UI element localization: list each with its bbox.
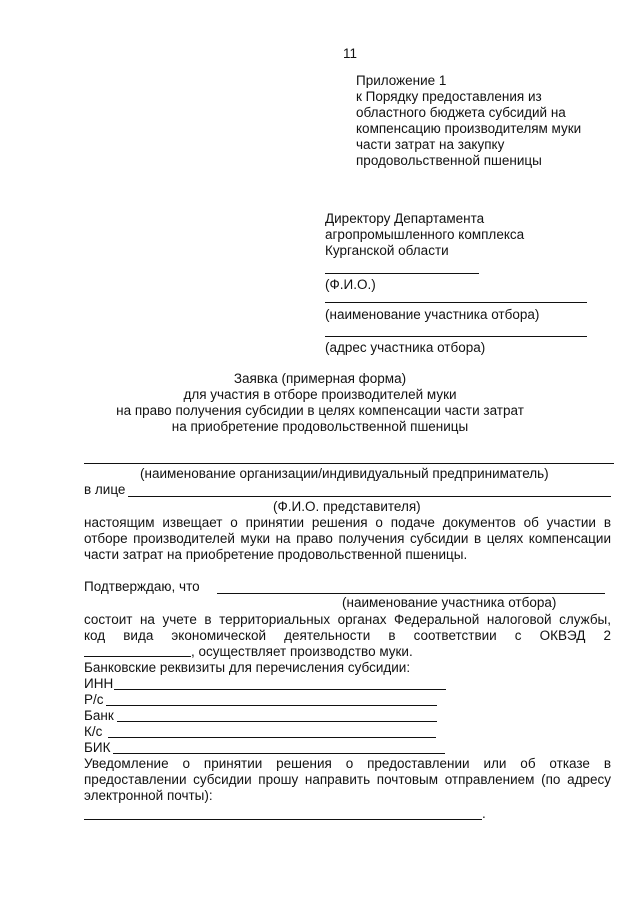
appendix-line: Приложение 1 [356, 73, 447, 88]
fio-caption: (Ф.И.О.) [325, 277, 376, 292]
fio-field-line[interactable] [325, 273, 479, 274]
title-line: для участия в отборе производителей муки [183, 387, 457, 402]
addressee-line: Курганской области [325, 243, 449, 258]
bank-details-title: Банковские реквизиты для перечисления субсидии: [84, 660, 411, 675]
corr-account-field-line[interactable] [108, 737, 436, 738]
notice-line: части затрат на приобретение продовольственной пшеницы. [84, 547, 468, 562]
page-number: 11 [343, 46, 358, 61]
bank-label: Банк [84, 708, 114, 723]
in-person-label: в лице [84, 482, 126, 497]
account-field-line[interactable] [106, 705, 437, 706]
appendix-line: областного бюджета субсидий на [356, 105, 566, 120]
email-field-line[interactable] [84, 819, 482, 820]
appendix-line: продовольственной пшеницы [356, 153, 542, 168]
inn-field-line[interactable] [114, 689, 446, 690]
bik-field-line[interactable] [113, 753, 445, 754]
representative-field-line[interactable] [128, 496, 611, 497]
okved-field-line[interactable] [84, 656, 191, 657]
registered-line: код вида экономической деятельности в соответствии с ОКВЭД 2 [84, 628, 611, 643]
registered-line: состоит на учете в территориальных органах Федеральной налоговой службы, [84, 612, 611, 627]
notification-line: предоставлении субсидии прошу направить почтовым отправлением (по адресу [84, 772, 611, 787]
notification-line: Уведомление о принятии решения о предоставлении или об отказе в [84, 756, 611, 771]
production-text: , осуществляет производство муки. [191, 644, 413, 659]
participant-name-line[interactable] [325, 302, 587, 303]
confirm-field-line[interactable] [217, 593, 605, 594]
participant-address-caption: (адрес участника отбора) [325, 340, 486, 355]
corr-account-label: К/с [84, 724, 103, 739]
bank-field-line[interactable] [117, 721, 437, 722]
confirm-label: Подтверждаю, что [84, 579, 200, 594]
organization-caption: (наименование организации/индивидуальный предприниматель) [140, 466, 549, 481]
title-line: на право получения субсидии в целях компенсации части затрат [116, 403, 524, 418]
account-label: Р/с [84, 692, 104, 707]
inn-label: ИНН [84, 676, 114, 691]
representative-caption: (Ф.И.О. представителя) [273, 499, 421, 514]
final-dot: . [482, 806, 486, 821]
bik-label: БИК [84, 740, 111, 755]
title-line: на приобретение продовольственной пшеницы [171, 419, 469, 434]
notice-line: отборе производителей муки на право получения субсидии в целях компенсации [84, 531, 611, 546]
participant-address-line[interactable] [325, 336, 587, 337]
notice-line: настоящим извещает о принятии решения о подаче документов об участии в [84, 515, 611, 530]
confirm-caption: (наименование участника отбора) [342, 595, 557, 610]
addressee-line: Директору Департамента [325, 211, 485, 226]
appendix-line: к Порядку предоставления из [356, 89, 542, 104]
organization-field-line[interactable] [84, 463, 614, 464]
notification-line: электронной почты): [84, 788, 213, 803]
appendix-line: компенсацию производителям муки [356, 121, 582, 136]
participant-name-caption: (наименование участника отбора) [325, 307, 540, 322]
appendix-line: части затрат на закупку [356, 137, 505, 152]
title-line: Заявка (примерная форма) [233, 371, 407, 386]
addressee-line: агропромышленного комплекса [325, 227, 525, 242]
